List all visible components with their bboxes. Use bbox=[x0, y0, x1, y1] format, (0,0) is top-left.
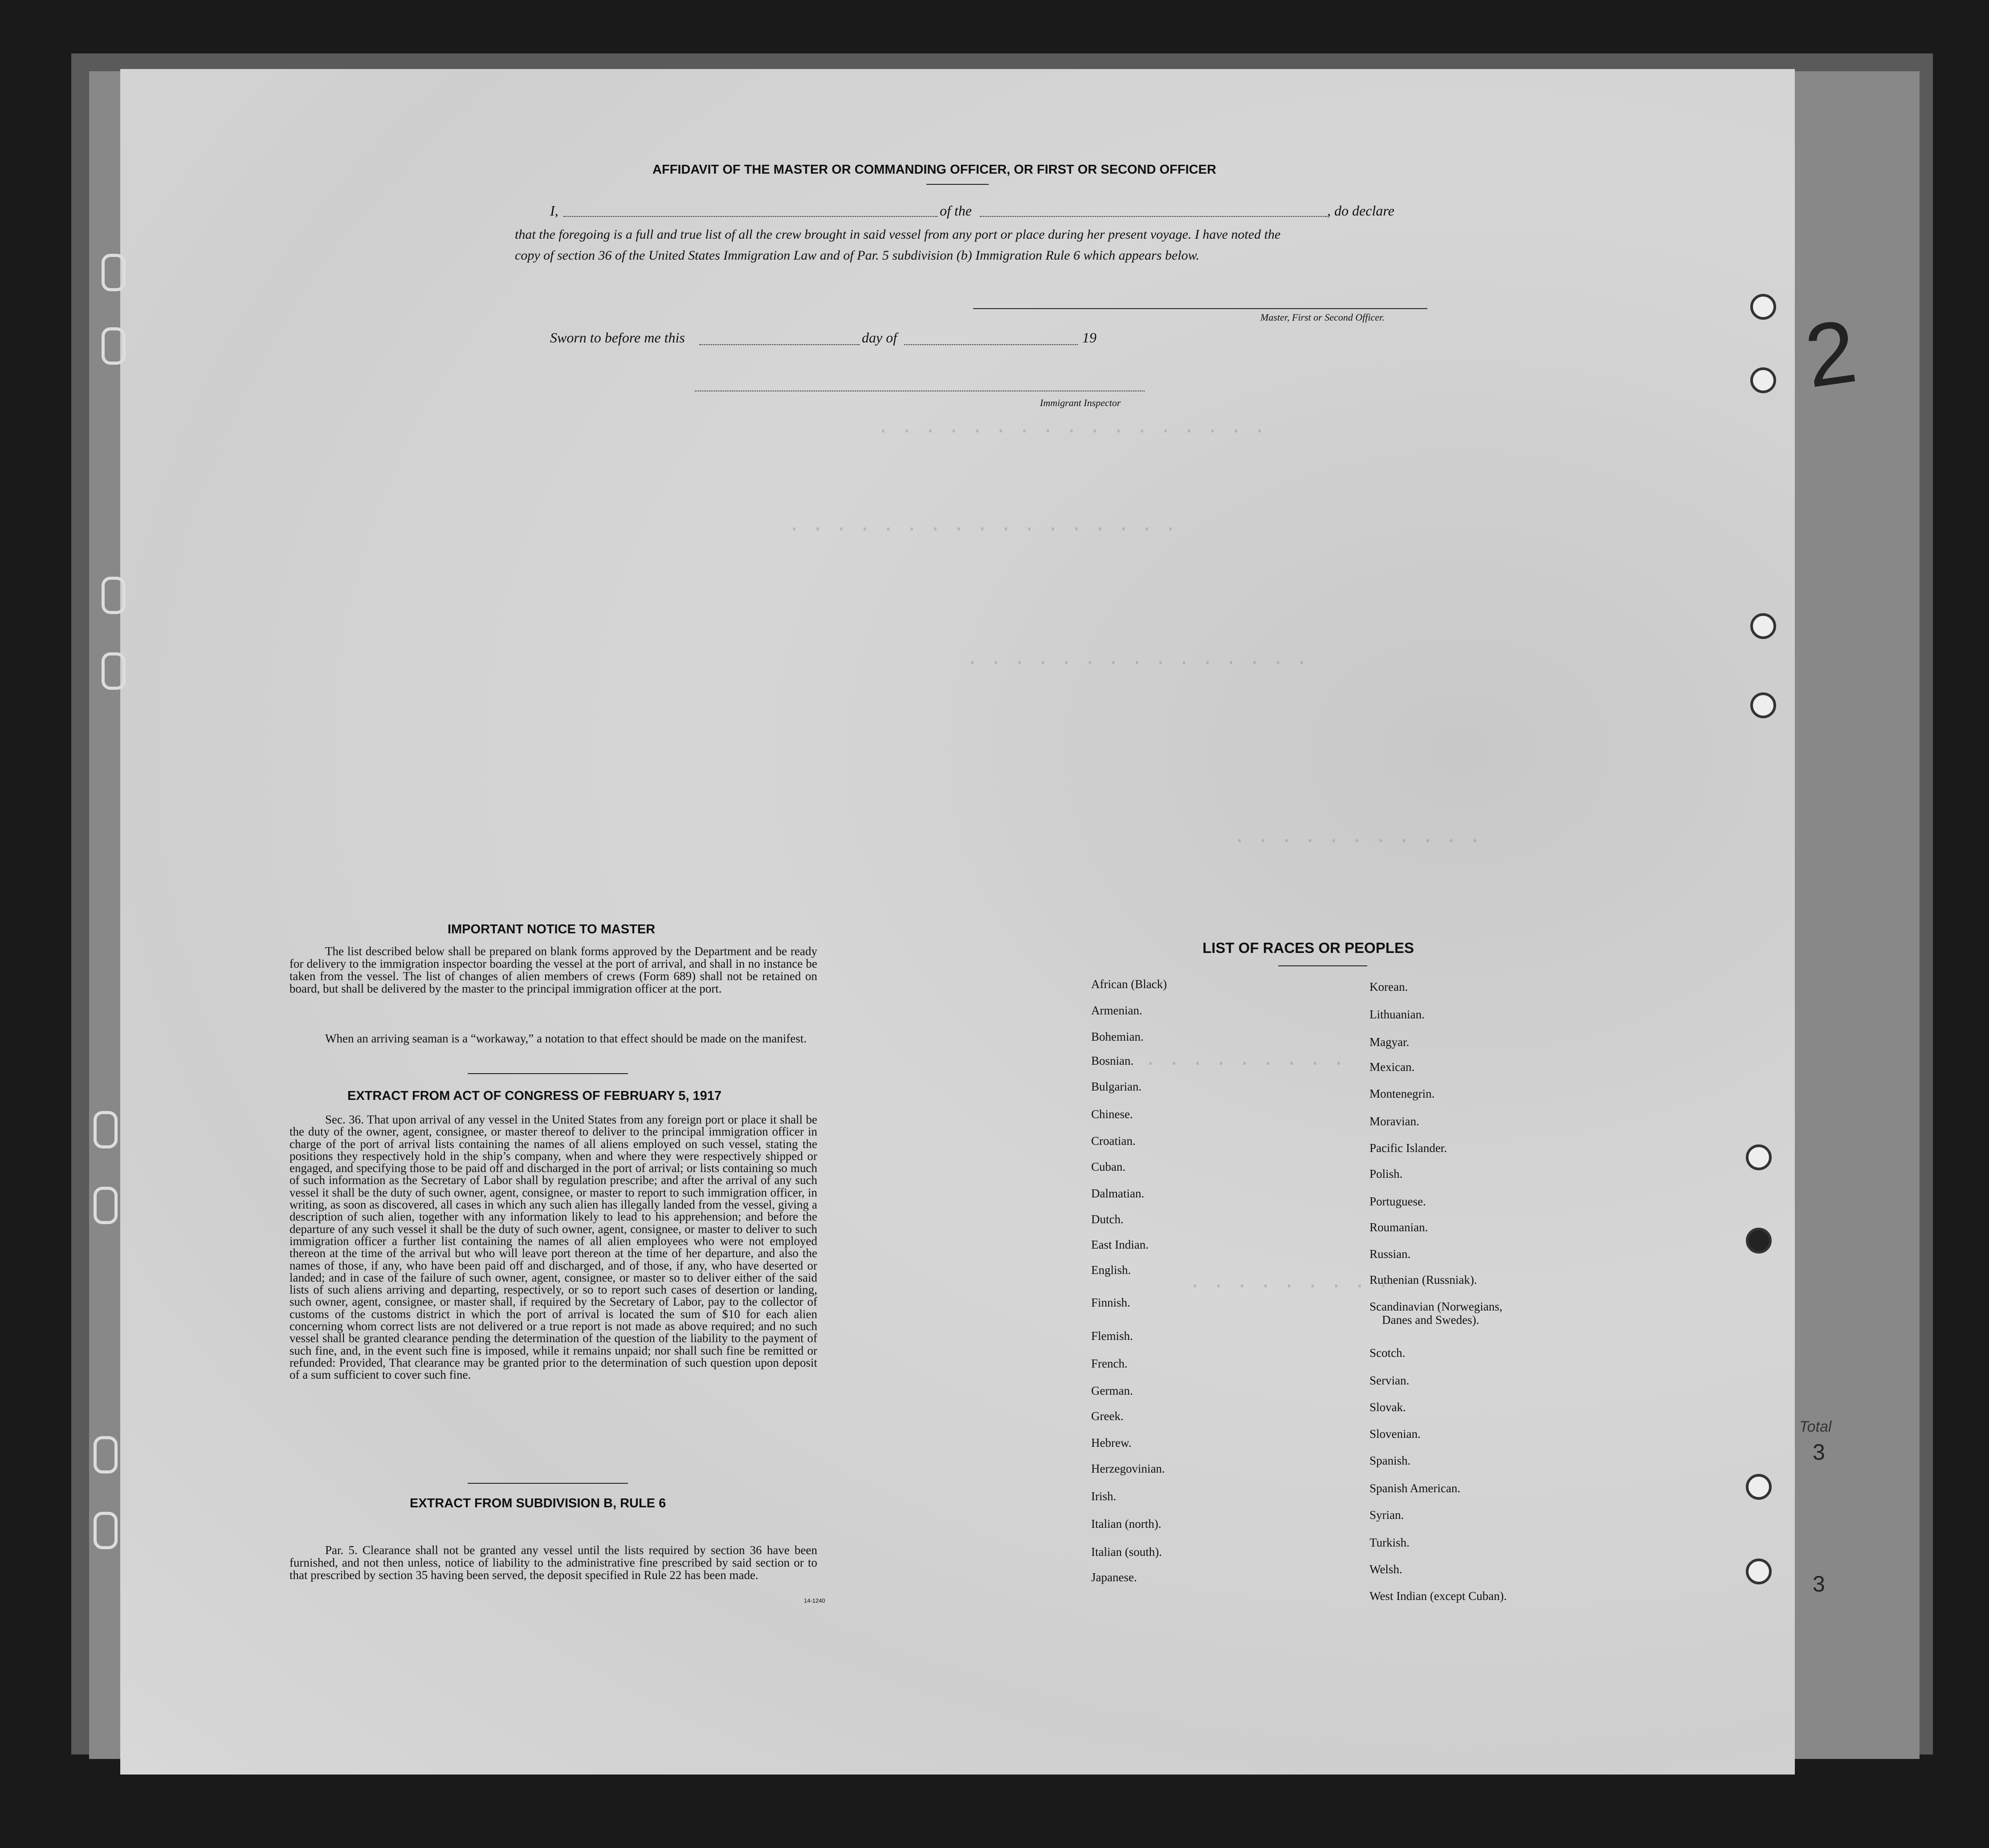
affidavit-of-the: of the bbox=[940, 203, 972, 219]
race-item: Spanish American. bbox=[1369, 1482, 1460, 1495]
race-item: Magyar. bbox=[1369, 1035, 1410, 1049]
race-item: Montenegrin. bbox=[1369, 1087, 1435, 1100]
race-item: Greek. bbox=[1091, 1409, 1124, 1423]
race-item: French. bbox=[1091, 1357, 1128, 1370]
race-item: Herzegovinian. bbox=[1091, 1462, 1165, 1475]
race-item: Portuguese. bbox=[1369, 1195, 1426, 1208]
affidavit-do-declare: , do declare bbox=[1327, 203, 1394, 219]
punch-hole bbox=[1746, 1474, 1772, 1500]
sworn-day-blank[interactable] bbox=[699, 344, 860, 345]
punch-hole bbox=[1750, 613, 1776, 639]
handwritten-total-value: 3 bbox=[1813, 1440, 1825, 1465]
race-item: Korean. bbox=[1369, 980, 1408, 993]
race-item: Slovenian. bbox=[1369, 1427, 1421, 1441]
extract-act-title: EXTRACT FROM ACT OF CONGRESS OF FEBRUARY 5, 1917 bbox=[347, 1089, 722, 1103]
race-item: Bulgarian. bbox=[1091, 1080, 1142, 1093]
race-item: Italian (north). bbox=[1091, 1517, 1162, 1531]
race-item: Hebrew. bbox=[1091, 1436, 1132, 1449]
punch-hole bbox=[1746, 1559, 1772, 1584]
sworn-text: Sworn to before me this bbox=[550, 330, 685, 346]
handwritten-total-label: Total bbox=[1799, 1418, 1832, 1435]
day-of-text: day of bbox=[862, 330, 897, 346]
punch-hole bbox=[1750, 692, 1776, 718]
race-item: Finnish. bbox=[1091, 1296, 1130, 1309]
race-item: Danes and Swedes). bbox=[1382, 1313, 1480, 1327]
race-item: Servian. bbox=[1369, 1374, 1410, 1387]
race-item: Japanese. bbox=[1091, 1571, 1137, 1584]
punch-hole bbox=[1750, 294, 1776, 320]
race-item: Scotch. bbox=[1369, 1346, 1406, 1360]
year-prefix: 19 bbox=[1082, 330, 1096, 346]
binder-ring bbox=[94, 1512, 118, 1549]
race-item: English. bbox=[1091, 1263, 1131, 1277]
form-number: 14-1240 bbox=[804, 1597, 825, 1604]
race-item: Roumanian. bbox=[1369, 1221, 1428, 1234]
race-item: Bosnian. bbox=[1091, 1054, 1134, 1067]
extract-act-text: Sec. 36. That upon arrival of any vessel in the United States from any foreign port or place it shall be the duty of the owner, agent, consignee, or master thereof to deliver to the principal immigration officer in charge of the port of arrival lists containing the names of all aliens employed on such vessel, stating the positions they respectively hold in the ship’s company, when and where they were respectively shipped or engaged, and specifying those to be paid off and discharged in the port of arrival; or lists containing so much of such information as the Secretary of Labor shall by regulation prescribe; and after the arrival of any such vessel it shall be the duty of such owner, agent, consignee, or master to report to such immigration officer, in writing, as soon as discovered, all cases in which any such alien has illegally landed from the vessel, giving a description of such alien, together with any information likely to lead to his apprehension; and before the departure of any such vessel it shall be the duty of such owner, agent, consignee, or master to deliver to such immigration officer a further list containing the names of all alien employees who were not employed thereon at the time of the arrival but who will leave port thereon at the time of her departure, and also the names of those, if any, who have been paid off and discharged, and of those, if any, who have deserted or landed; and in case of the failure of such owner, agent, consignee, or master so to deliver either of the said lists of such aliens arriving and departing, respectively, or so to report such cases of desertion or landing, such owner, agent, consignee, or master shall, if required by the Secretary of Labor, pay to the collector of customs of the customs district in which the port of arrival is located the sum of $10 for each alien concerning whom correct lists are not delivered or a true report is not made as above required; and no such vessel shall be granted clearance pending the determination of the question of the liability to the payment of such fine, and, in the event such fine is imposed, while it remains unpaid; nor shall such fine be remitted or refunded: Provided, That clearance may be granted prior to the determination of such question upon deposit of a sum sufficient to cover such fine. bbox=[289, 1113, 817, 1382]
race-item: East Indian. bbox=[1091, 1238, 1149, 1251]
punch-hole bbox=[1746, 1144, 1772, 1170]
race-item: Armenian. bbox=[1091, 1004, 1142, 1017]
race-item: German. bbox=[1091, 1384, 1133, 1397]
binder-ring bbox=[102, 327, 126, 365]
binder-ring bbox=[102, 577, 126, 614]
extract-rule-divider bbox=[468, 1483, 628, 1484]
extract-rule-text: Par. 5. Clearance shall not be granted any vessel until the lists required by section 36 have been furnished, and not then unless, notice of liability to the administrative fine prescribed by said section or to that prescribed by section 35 having been served, the deposit specified in Rule 22 has been made. bbox=[289, 1543, 817, 1582]
race-item: Welsh. bbox=[1369, 1563, 1402, 1576]
name-blank[interactable] bbox=[563, 216, 937, 217]
race-item: Scandinavian (Norwegians, bbox=[1369, 1300, 1503, 1313]
race-item: Syrian. bbox=[1369, 1508, 1404, 1522]
race-item: Irish. bbox=[1091, 1490, 1117, 1503]
handwritten-total-value-2: 3 bbox=[1813, 1571, 1825, 1596]
races-rule bbox=[1278, 965, 1367, 966]
notice-para1: The list described below shall be prepared on blank forms approved by the Department and be ready for delivery to the immigration inspector boarding the vessel at the port of arrival, and shall in no instance be taken from the vessel. The list of changes of alien members of crews (Form 689) shall not be retained on board, but shall be delivered by the master to the principal immigration officer at the port. bbox=[289, 944, 817, 995]
race-item: Croatian. bbox=[1091, 1134, 1136, 1148]
affidavit-title-rule bbox=[926, 184, 989, 185]
binder-ring bbox=[94, 1436, 118, 1474]
notice-title: IMPORTANT NOTICE TO MASTER bbox=[448, 922, 656, 936]
race-item: Ruthenian (Russniak). bbox=[1369, 1273, 1477, 1286]
race-item: Cuban. bbox=[1091, 1160, 1126, 1173]
race-item: Flemish. bbox=[1091, 1329, 1133, 1343]
notice-para2: When an arriving seaman is a “workaway,” a notation to that effect should be made on the manifest. bbox=[325, 1032, 807, 1045]
vessel-blank[interactable] bbox=[980, 216, 1327, 217]
handwritten-page-mark: 2 bbox=[1799, 301, 1863, 407]
race-item: Dalmatian. bbox=[1091, 1187, 1145, 1200]
race-item: Polish. bbox=[1369, 1167, 1403, 1180]
race-item: Bohemian. bbox=[1091, 1030, 1144, 1043]
manifest-page: . . . . . . . . . . . . . . . . . . . . . . . . . . . . . . . . . . . . . . . . . . . . . . . . . . . . . . . . . . . . . . . . . . . . . . . . . . . . . . AFFIDAVIT OF THE MASTER OR COMMANDING OFFICER, OR FIRST OR SECOND OFFICER I, of the , do declare that the foregoing is a full and true list of all the crew brought in said vessel from any port or place during her present voyage. I have noted the copy of section 36 of the United States Immigration Law and of Par. 5 subdivision (b) Immigration Rule 6 which appears below. Master, First or Second Officer. Sworn to before me this day of 19 Immigrant Inspector IMPORTANT NOTICE TO MASTER The list described below shall be prepared on blank forms approved by the Department and be ready for delivery to the immigration inspector boarding the vessel at the port of arrival, and shall in no instance be taken from the vessel. The list of changes of alien members of crews (Form 689) shall not be retained on board, but shall be delivered by the master to the principal immigration officer at the port. When an arriving seaman is a “workaway,” a notation to that effect should be made on the manifest. EXTRACT FROM ACT OF CONGRESS OF FEBRUARY 5, 1917 Sec. 36. That upon arrival of any vessel in the United States from any foreign port or place it shall be the duty of the owner, agent, consignee, or master thereof to deliver to the principal immigration officer in charge of the port of arrival lists containing the names of all aliens employed on such vessel, stating the positions they respectively hold in the ship’s company, when and where they were respectively shipped or engaged, and specifying those to be paid off and discharged in the port of arrival; or lists containing so much of such information as the Secretary of Labor shall by regulation prescribe; and after the arrival of any such vessel it shall be the duty of such owner, agent, consignee, or master to report to such immigration officer, in writing, as soon as discovered, all cases in which any such alien has illegally landed from the vessel, giving a description of such alien, together with any information likely to lead to his apprehension; and before the departure of any such vessel it shall be the duty of such owner, agent, consignee, or master to deliver to such immigration officer a further list containing the names of all alien employees who were not employed thereon at the time of the arrival but who will leave port thereon at the time of her departure, and also the names of those, if any, who have been paid off and discharged, and of those, if any, who have deserted or landed; and in case of the failure of such owner, agent, consignee, or master so to deliver either of the said lists of such aliens arriving and departing, respectively, or so to report such cases of desertion or landing, such owner, agent, consignee, or master shall, if required by the Secretary of Labor, pay to the collector of customs of the customs district in which the port of arrival is located the sum of $10 for each alien concerning whom correct lists are not delivered or a true report is not made as above required; and no such vessel shall be granted clearance pending the determination of the question of the liability to the payment of such fine, and, in the event such fine is imposed, while it remains unpaid; nor shall such fine be remitted or refunded: Provided, That clearance may be granted prior to the determination of such question upon deposit of a sum sufficient to cover such fine. EXTRACT FROM SUBDIVISION B, RULE 6 Par. 5. Clearance shall not be granted any vessel until the lists required by section 36 have been furnished, and not then unless, notice of liability to the administrative fine prescribed by said section or to that prescribed by section 35 having been served, the deposit specified in Rule 22 has been made. 14-1240 LIST OF RACES OR PEOPLES African (Black) Armenian. Bohemian. Bosnian. Bulgarian. Chinese. Croatian. Cuban. Dalmatian. Dutch. East Indian. English. Finnish. Flemish. French. German. Greek. Hebrew. Herzegovinian. Irish. Italian (north). Italian (south). Japanese. Korean. Lithuanian. Magyar. Mexican. Montenegrin. Moravian. Pacific Islander. Polish. Portuguese. Roumanian. Russian. Ruthenian (Russniak). Scandinavian (Norwegians, Danes and Swedes). Scotch. Servian. Slovak. Slovenian. Spanish. Spanish American. Syrian. Turkish. Welsh. West Indian (except Cuban). bbox=[120, 69, 1795, 1775]
binder-ring bbox=[102, 652, 126, 690]
master-caption: Master, First or Second Officer. bbox=[1260, 312, 1385, 323]
race-item: Russian. bbox=[1369, 1247, 1411, 1261]
binder-ring bbox=[94, 1111, 118, 1148]
races-title: LIST OF RACES OR PEOPLES bbox=[1202, 940, 1414, 956]
race-item: Italian (south). bbox=[1091, 1545, 1162, 1559]
race-item: Dutch. bbox=[1091, 1213, 1124, 1226]
affidavit-line2: that the foregoing is a full and true list of all the crew brought in said vessel from any port or place during her present voyage. I have noted the bbox=[515, 227, 1281, 242]
race-item: Slovak. bbox=[1369, 1400, 1406, 1414]
punch-hole bbox=[1750, 367, 1776, 393]
race-item: West Indian (except Cuban). bbox=[1369, 1589, 1507, 1603]
binder-ring bbox=[94, 1187, 118, 1224]
race-item: Spanish. bbox=[1369, 1454, 1411, 1467]
affidavit-line3: copy of section 36 of the United States Immigration Law and of Par. 5 subdivision (b) Immigration Rule 6 which appears below. bbox=[515, 248, 1199, 263]
race-item: Chinese. bbox=[1091, 1107, 1133, 1121]
month-blank[interactable] bbox=[904, 344, 1078, 345]
extract-rule-title: EXTRACT FROM SUBDIVISION B, RULE 6 bbox=[410, 1496, 666, 1510]
master-signature-line[interactable] bbox=[973, 308, 1427, 309]
race-item: African (Black) bbox=[1091, 977, 1167, 991]
affidavit-title: AFFIDAVIT OF THE MASTER OR COMMANDING OFFICER, OR FIRST OR SECOND OFFICER bbox=[652, 163, 1216, 177]
race-item: Pacific Islander. bbox=[1369, 1141, 1447, 1155]
notice-rule bbox=[468, 1073, 628, 1074]
race-item: Moravian. bbox=[1369, 1115, 1419, 1128]
inspector-caption: Immigrant Inspector bbox=[1040, 397, 1121, 408]
race-item: Lithuanian. bbox=[1369, 1008, 1425, 1021]
race-item: Turkish. bbox=[1369, 1536, 1410, 1549]
affidavit-i: I, bbox=[550, 203, 558, 219]
race-item: Mexican. bbox=[1369, 1060, 1415, 1074]
punch-hole bbox=[1746, 1228, 1772, 1254]
binder-ring bbox=[102, 254, 126, 291]
